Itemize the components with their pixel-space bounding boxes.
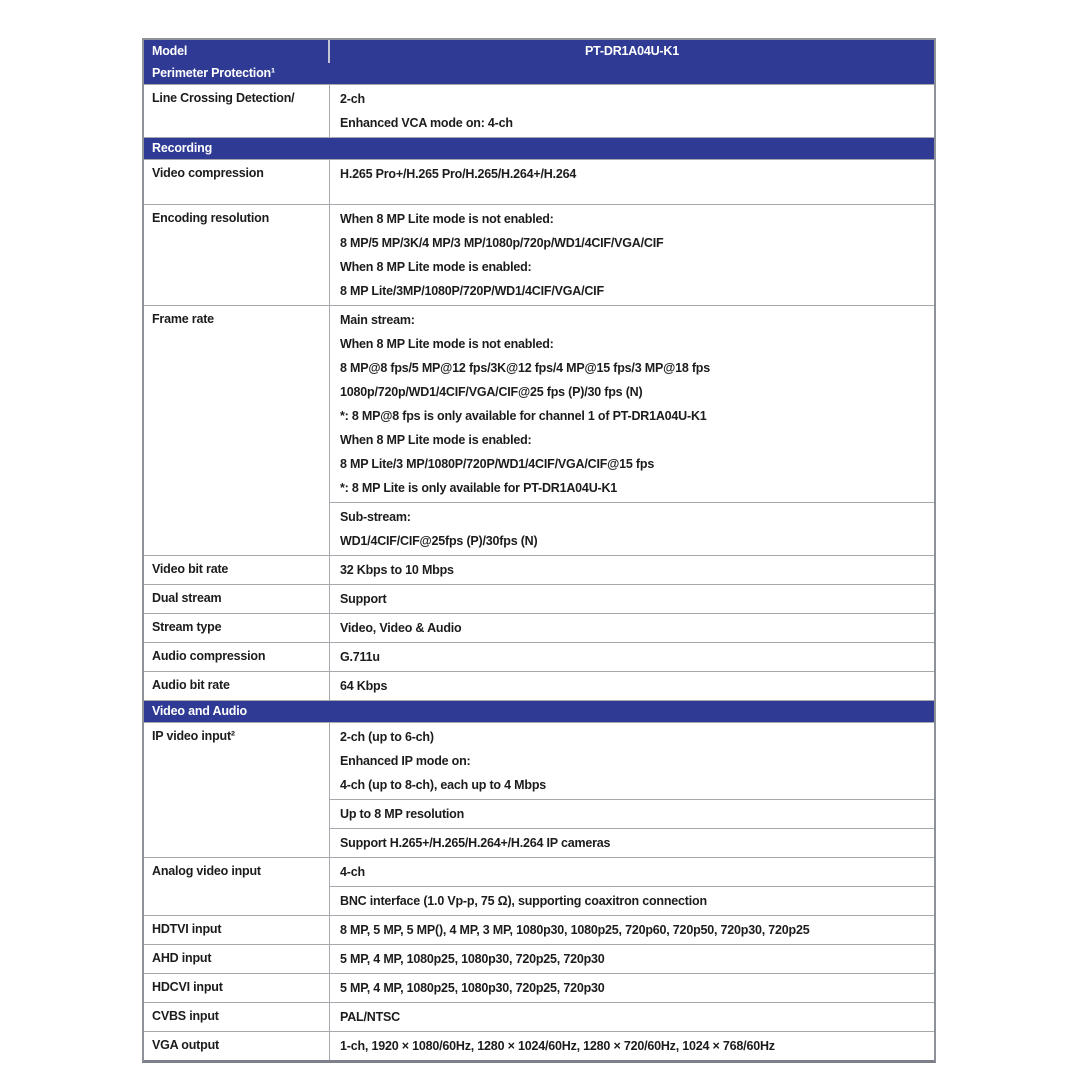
spec-label: HDCVI input — [152, 980, 223, 994]
spec-value-subcell — [330, 160, 934, 204]
section-header-video-and-audio — [144, 700, 934, 722]
spec-value-line: BNC interface (1.0 Vp-p, 75 Ω), supporting coaxitron connection — [340, 894, 707, 908]
section-header-recording — [144, 137, 934, 159]
spec-label-cell — [144, 723, 330, 857]
spec-label-cell — [144, 974, 330, 1002]
spec-label-cell — [144, 205, 330, 305]
spec-value-line: When 8 MP Lite mode is enabled: — [340, 433, 532, 447]
spec-value-cell — [330, 858, 934, 915]
spec-value-cell — [330, 160, 934, 204]
spec-value-subcell — [330, 799, 934, 828]
spec-row-hdtvi-input — [144, 915, 934, 944]
spec-value-line: 64 Kbps — [340, 679, 388, 693]
spec-label-cell — [144, 160, 330, 204]
spec-value-line: When 8 MP Lite mode is enabled: — [340, 260, 532, 274]
spec-value-line: 5 MP, 4 MP, 1080p25, 1080p30, 720p25, 720p30 — [340, 952, 605, 966]
spec-value-subcell — [330, 502, 934, 555]
spec-value-line: 32 Kbps to 10 Mbps — [340, 563, 454, 577]
section-title: Video and Audio — [152, 704, 247, 718]
spec-value-subcell — [330, 828, 934, 857]
spec-label: Video bit rate — [152, 562, 229, 576]
spec-value-cell — [330, 1032, 934, 1060]
spec-row-audio-bit-rate — [144, 671, 934, 700]
spec-value-line: 8 MP Lite/3 MP/1080P/720P/WD1/4CIF/VGA/CIF@15 fps — [340, 457, 655, 471]
spec-row-frame-rate — [144, 305, 934, 555]
spec-value-line: *: 8 MP@8 fps is only available for channel 1 of PT-DR1A04U-K1 — [340, 409, 707, 423]
spec-label: CVBS input — [152, 1009, 219, 1023]
spec-value-cell — [330, 672, 934, 700]
spec-label-cell — [144, 614, 330, 642]
spec-value-subcell — [330, 1032, 934, 1060]
spec-row-cvbs-input — [144, 1002, 934, 1031]
spec-value-subcell — [330, 672, 934, 700]
spec-value-cell — [330, 945, 934, 973]
section-header-perimeter-protection — [144, 63, 934, 84]
spec-row-video-bit-rate — [144, 555, 934, 584]
spec-value-subcell — [330, 205, 934, 305]
spec-row-stream-type — [144, 613, 934, 642]
section-title: Perimeter Protection¹ — [152, 66, 275, 80]
spec-label: Encoding resolution — [152, 211, 270, 225]
spec-value-subcell — [330, 945, 934, 973]
spec-value-line: WD1/4CIF/CIF@25fps (P)/30fps (N) — [340, 534, 538, 548]
spec-value-line: Video, Video & Audio — [340, 621, 462, 635]
spec-value-line: 2-ch — [340, 92, 365, 106]
spec-label-cell — [144, 1032, 330, 1060]
spec-label-cell — [144, 672, 330, 700]
spec-table — [142, 38, 936, 1063]
spec-value-line: Main stream: — [340, 313, 415, 327]
spec-value-line: 8 MP@8 fps/5 MP@12 fps/3K@12 fps/4 MP@15 fps/3 MP@18 fps — [340, 361, 710, 375]
spec-value-line: When 8 MP Lite mode is not enabled: — [340, 212, 554, 226]
spec-value-line: 1-ch, 1920 × 1080/60Hz, 1280 × 1024/60Hz, 1280 × 720/60Hz, 1024 × 768/60Hz — [340, 1039, 775, 1053]
spec-value-subcell — [330, 585, 934, 613]
spec-value-cell — [330, 585, 934, 613]
spec-row-hdcvi-input — [144, 973, 934, 1002]
spec-value-subcell — [330, 858, 934, 886]
spec-value-line: Support H.265+/H.265/H.264+/H.264 IP cameras — [340, 836, 611, 850]
spec-label: Frame rate — [152, 312, 214, 326]
spec-label: VGA output — [152, 1038, 219, 1052]
spec-value-line: 8 MP/5 MP/3K/4 MP/3 MP/1080p/720p/WD1/4CIF/VGA/CIF — [340, 236, 664, 250]
model-header-row — [144, 40, 934, 63]
spec-value-line: Enhanced VCA mode on: 4-ch — [340, 116, 513, 130]
spec-label-cell — [144, 556, 330, 584]
spec-value-subcell — [330, 556, 934, 584]
spec-value-line: G.711u — [340, 650, 380, 664]
spec-label: Audio bit rate — [152, 678, 230, 692]
spec-value-line: 4-ch — [340, 865, 365, 879]
spec-label: AHD input — [152, 951, 212, 965]
spec-value-cell — [330, 306, 934, 555]
spec-label: Analog video input — [152, 864, 261, 878]
spec-value-line: Sub-stream: — [340, 510, 411, 524]
spec-label: Video compression — [152, 166, 264, 180]
spec-label: Dual stream — [152, 591, 222, 605]
spec-label: Stream type — [152, 620, 222, 634]
spec-value-cell — [330, 974, 934, 1002]
spec-label-cell — [144, 85, 330, 137]
spec-value-cell — [330, 205, 934, 305]
spec-value-subcell — [330, 306, 934, 502]
spec-row-ahd-input — [144, 944, 934, 973]
spec-row-analog-video-input — [144, 857, 934, 915]
spec-value-line: PAL/NTSC — [340, 1010, 400, 1024]
spec-label-cell — [144, 306, 330, 555]
spec-value-subcell — [330, 643, 934, 671]
spec-value-line: Up to 8 MP resolution — [340, 807, 465, 821]
spec-label: Audio compression — [152, 649, 266, 663]
spec-value-cell — [330, 1003, 934, 1031]
spec-value-line: When 8 MP Lite mode is not enabled: — [340, 337, 554, 351]
spec-value-subcell — [330, 974, 934, 1002]
model-value-cell — [330, 40, 934, 63]
section-title: Recording — [152, 141, 213, 155]
spec-row-line-crossing-detection — [144, 84, 934, 137]
spec-value-subcell — [330, 614, 934, 642]
spec-row-video-compression — [144, 159, 934, 204]
spec-value-subcell — [330, 886, 934, 915]
spec-value-cell — [330, 614, 934, 642]
spec-value-line: 8 MP, 5 MP, 5 MP(), 4 MP, 3 MP, 1080p30, 1080p25, 720p60, 720p50, 720p30, 720p25 — [340, 923, 810, 937]
spec-value-subcell — [330, 916, 934, 944]
spec-label-cell — [144, 858, 330, 915]
spec-label: HDTVI input — [152, 922, 222, 936]
spec-value-line: H.265 Pro+/H.265 Pro/H.265/H.264+/H.264 — [340, 167, 577, 181]
spec-value-subcell — [330, 85, 934, 137]
spec-value-line: 5 MP, 4 MP, 1080p25, 1080p30, 720p25, 720p30 — [340, 981, 605, 995]
model-number: PT-DR1A04U-K1 — [585, 44, 679, 58]
spec-label-cell — [144, 945, 330, 973]
spec-label-cell — [144, 585, 330, 613]
spec-value-cell — [330, 556, 934, 584]
spec-row-encoding-resolution — [144, 204, 934, 305]
spec-value-cell — [330, 85, 934, 137]
spec-value-line: 4-ch (up to 8-ch), each up to 4 Mbps — [340, 778, 547, 792]
spec-label: IP video input² — [152, 729, 235, 743]
spec-row-vga-output — [144, 1031, 934, 1060]
spec-table-body — [144, 63, 934, 1060]
spec-value-subcell — [330, 1003, 934, 1031]
spec-value-line: *: 8 MP Lite is only available for PT-DR1A04U-K1 — [340, 481, 618, 495]
spec-value-cell — [330, 916, 934, 944]
spec-label-cell — [144, 916, 330, 944]
model-label-cell — [144, 40, 330, 63]
spec-label-cell — [144, 1003, 330, 1031]
spec-value-cell — [330, 643, 934, 671]
model-label: Model — [152, 44, 188, 58]
spec-row-ip-video-input — [144, 722, 934, 857]
spec-value-line: 8 MP Lite/3MP/1080P/720P/WD1/4CIF/VGA/CIF — [340, 284, 604, 298]
spec-value-cell — [330, 723, 934, 857]
spec-value-subcell — [330, 723, 934, 799]
spec-row-audio-compression — [144, 642, 934, 671]
spec-value-line: 1080p/720p/WD1/4CIF/VGA/CIF@25 fps (P)/30 fps (N) — [340, 385, 643, 399]
spec-value-line: Support — [340, 592, 387, 606]
spec-label: Line Crossing Detection/ — [152, 91, 295, 105]
spec-value-line: 2-ch (up to 6-ch) — [340, 730, 434, 744]
spec-value-line: Enhanced IP mode on: — [340, 754, 471, 768]
spec-label-cell — [144, 643, 330, 671]
spec-row-dual-stream — [144, 584, 934, 613]
